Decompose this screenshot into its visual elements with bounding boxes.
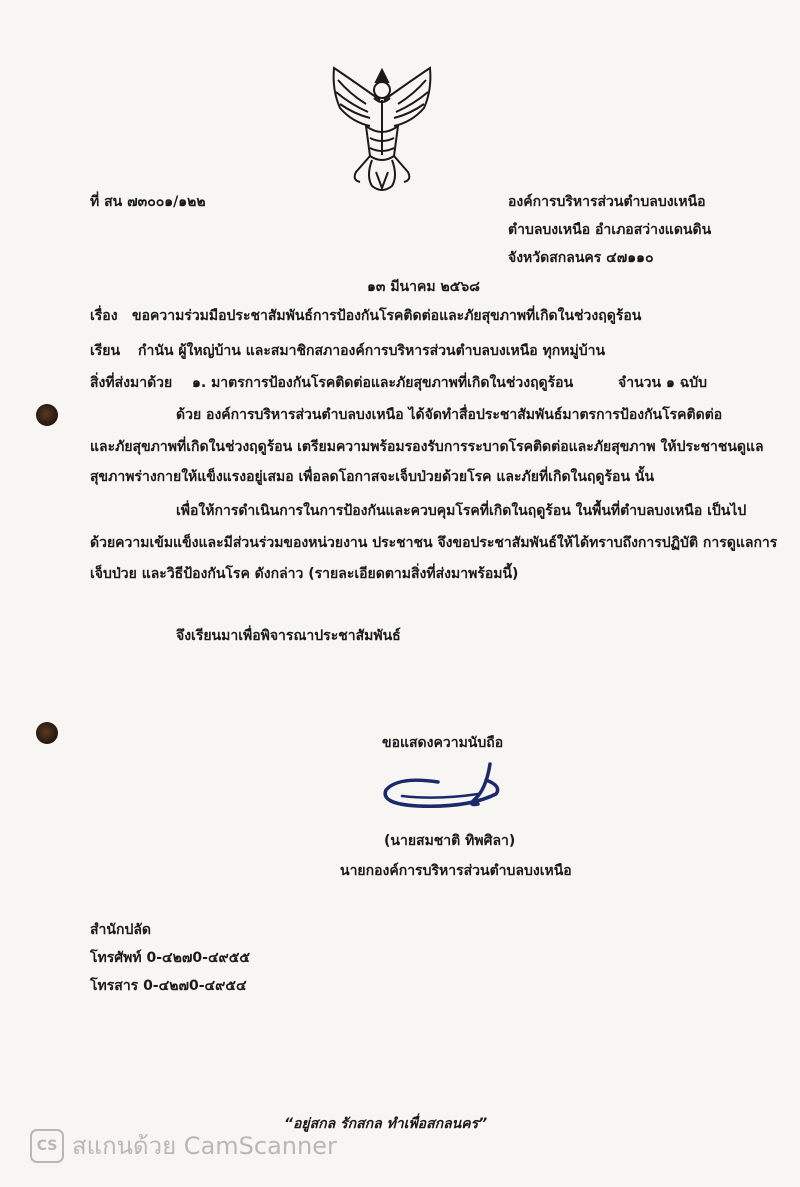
punch-hole-top	[36, 404, 58, 426]
motto: “อยู่สกล รักสกล ทำเพื่อสกลนคร”	[284, 1116, 488, 1132]
regards: ขอแสดงความนับถือ	[382, 735, 504, 751]
addressee-label: เรียน	[90, 343, 121, 359]
office-name: สำนักปลัด	[90, 922, 152, 938]
camscanner-logo-icon: CS	[30, 1129, 64, 1163]
sender-line-1: องค์การบริหารส่วนตำบลบงเหนือ	[508, 194, 706, 210]
para2-line-3: เจ็บป่วย และวิธีป้องกันโรค ดังกล่าว (รายละเอียดตามสิ่งที่ส่งมาพร้อมนี้)	[90, 566, 519, 582]
closing-request: จึงเรียนมาเพื่อพิจารณาประชาสัมพันธ์	[176, 628, 401, 644]
enclosure-label: สิ่งที่ส่งมาด้วย	[90, 375, 173, 391]
sender-line-3: จังหวัดสกลนคร ๔๗๑๑๐	[508, 250, 654, 266]
addressee-text: กำนัน ผู้ใหญ่บ้าน และสมาชิกสภาองค์การบริหารส่วนตำบลบงเหนือ ทุกหมู่บ้าน	[138, 343, 606, 359]
enclosure-quantity: จำนวน ๑ ฉบับ	[618, 375, 708, 391]
punch-hole-bottom	[36, 722, 58, 744]
enclosure-item: ๑. มาตรการป้องกันโรคติดต่อและภัยสุขภาพที่เกิดในช่วงฤดูร้อน	[192, 375, 574, 391]
camscanner-watermark	[30, 1126, 337, 1165]
reference-number: ที่ สน ๗๓๐๐๑/๑๒๒	[90, 194, 206, 210]
signature	[378, 760, 508, 820]
signer-position: นายกองค์การบริหารส่วนตำบลบงเหนือ	[340, 863, 572, 879]
para2-line-1: เพื่อให้การดำเนินการในการป้องกันและควบคุมโรคที่เกิดในฤดูร้อน ในพื้นที่ตำบลบงเหนือ เป็นไป	[176, 503, 747, 519]
sender-line-2: ตำบลบงเหนือ อำเภอสว่างแดนดิน	[508, 222, 712, 238]
subject-text: ขอความร่วมมือประชาสัมพันธ์การป้องกันโรคติดต่อและภัยสุขภาพที่เกิดในช่วงฤดูร้อน	[132, 308, 642, 324]
signer-name: (นายสมชาติ ทิพศิลา)	[384, 833, 516, 849]
phone-number: โทรศัพท์ 0-๔๒๗0-๔๙๕๕	[90, 950, 250, 966]
para1-line-1: ด้วย องค์การบริหารส่วนตำบลบงเหนือ ได้จัดทำสื่อประชาสัมพันธ์มาตรการป้องกันโรคติดต่อ	[176, 407, 723, 423]
subject-label: เรื่อง	[90, 308, 118, 324]
camscanner-text: สแกนด้วย CamScanner	[72, 1132, 337, 1160]
letter-date: ๑๓ มีนาคม ๒๕๖๘	[367, 279, 480, 295]
para1-line-2: และภัยสุขภาพที่เกิดในช่วงฤดูร้อน เตรียมความพร้อมรองรับการระบาดโรคติดต่อและภัยสุขภาพ ให้ประชาชนดูแล	[90, 439, 764, 455]
garuda-emblem	[322, 60, 442, 198]
para2-line-2: ด้วยความเข้มแข็งและมีส่วนร่วมของหน่วยงาน ประชาชน จึงขอประชาสัมพันธ์ให้ได้ทราบถึงการปฏิบัติ การดูแลการ	[90, 535, 778, 551]
para1-line-3: สุขภาพร่างกายให้แข็งแรงอยู่เสมอ เพื่อลดโอกาสจะเจ็บป่วยด้วยโรค และภัยที่เกิดในฤดูร้อน นั้น	[90, 469, 655, 485]
fax-number: โทรสาร 0-๔๒๗0-๔๙๕๔	[90, 978, 247, 994]
